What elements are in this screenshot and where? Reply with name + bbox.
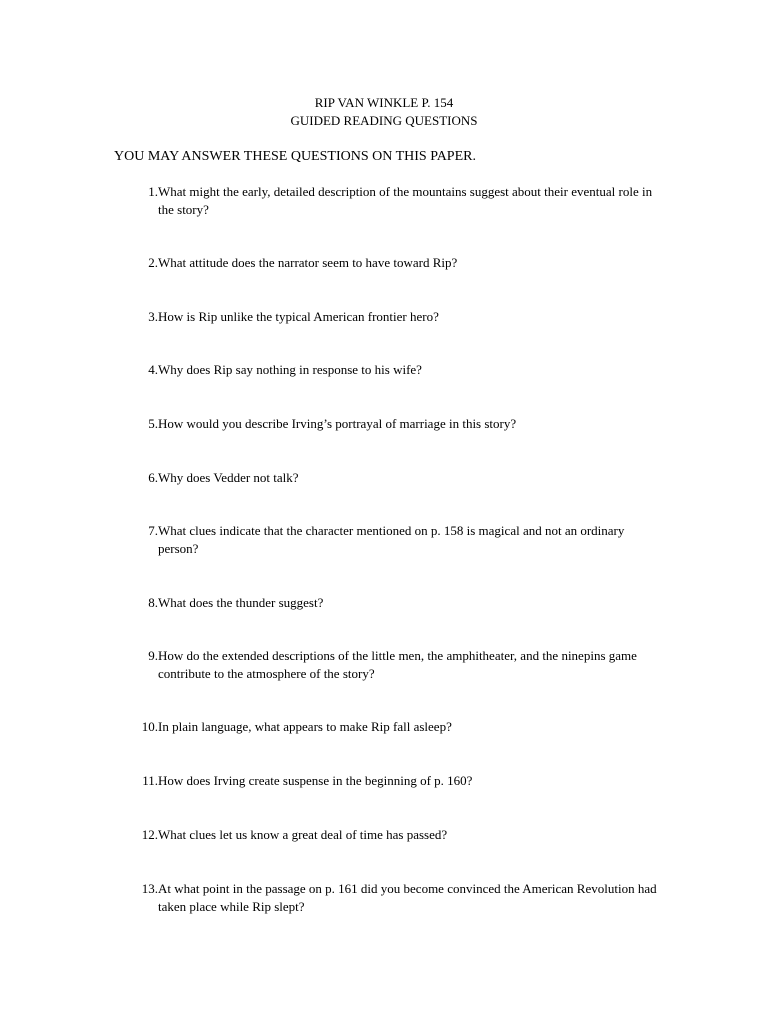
question-text: At what point in the passage on p. 161 did you become convinced the American Revolution had taken place while Rip slept? (158, 881, 657, 914)
question-number: 7. (148, 523, 158, 538)
question-number: 11. (142, 773, 158, 788)
question-text: What clues indicate that the character mentioned on p. 158 is magical and not an ordinary person? (158, 523, 625, 556)
question-number: 2. (148, 255, 158, 270)
question-text: What might the early, detailed description of the mountains suggest about their eventual role in the story? (158, 184, 653, 217)
question-number: 6. (148, 470, 158, 485)
question-number: 12. (141, 827, 158, 842)
question-text: Why does Vedder not talk? (158, 470, 299, 485)
question-number: 8. (148, 595, 158, 610)
question-text: What clues let us know a great deal of time has passed? (158, 827, 448, 842)
question-text: How is Rip unlike the typical American frontier hero? (158, 309, 439, 324)
question-number: 10. (141, 719, 158, 734)
question-number: 4. (148, 362, 158, 377)
question-text: How do the extended descriptions of the little men, the amphitheater, and the ninepins game contribute to the atmosphere of the story? (158, 648, 637, 681)
question-text: Why does Rip say nothing in response to his wife? (158, 362, 422, 377)
question-number: 13. (141, 881, 158, 896)
question-number: 3. (148, 309, 158, 324)
document-subtitle: GUIDED READING QUESTIONS (290, 113, 478, 128)
question-text: What attitude does the narrator seem to have toward Rip? (158, 255, 458, 270)
question-text: What does the thunder suggest? (158, 595, 324, 610)
question-number: 5. (148, 416, 158, 431)
question-number: 9. (148, 648, 158, 663)
question-text: In plain language, what appears to make Rip fall asleep? (158, 719, 452, 734)
question-text: How would you describe Irving’s portrayal of marriage in this story? (158, 416, 517, 431)
document-title: RIP VAN WINKLE P. 154 (314, 95, 454, 110)
question-text: How does Irving create suspense in the beginning of p. 160? (158, 773, 473, 788)
question-number: 1. (148, 184, 158, 199)
instructions-text: YOU MAY ANSWER THESE QUESTIONS ON THIS PAPER. (114, 149, 476, 164)
